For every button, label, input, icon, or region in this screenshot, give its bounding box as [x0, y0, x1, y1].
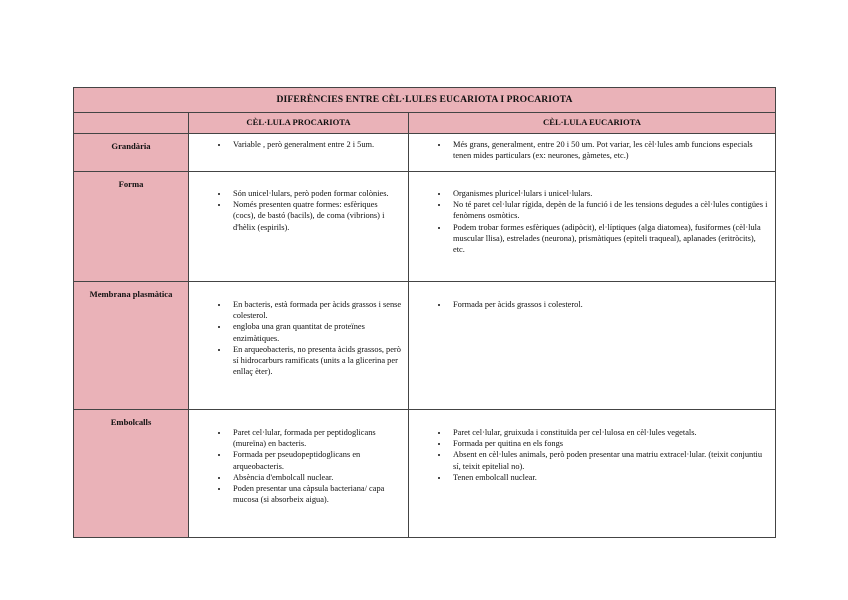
list-item: • Formada per quitina en els fongs	[449, 438, 769, 449]
list-item: • No té paret cel·lular rígida, depèn de la funció i de les tensions degudes a cèl·lules contigües i fenòmens osmòtics.	[449, 199, 769, 221]
list-item: • Paret cel·lular, formada per peptidoglicans (mureïna) en bacteris.	[229, 427, 402, 449]
column-header-eucariota: CÈL·LULA EUCARIOTA	[409, 113, 776, 134]
table-row	[74, 410, 776, 538]
list-item: • Són unicel·lulars, però poden formar colònies.	[229, 188, 402, 199]
cell-procariota-forma	[189, 172, 409, 282]
cell-eucariota-membrana	[409, 282, 776, 410]
cell-procariota-membrana	[189, 282, 409, 410]
list-item: • En arqueobacteris, no presenta àcids grassos, però sí hidrocarburs ramificats (units a la glicerina per enllaç èter).	[229, 344, 402, 378]
list-item: • En bacteris, està formada per àcids grassos i sense colesterol.	[229, 299, 402, 321]
cell-eucariota-embolcalls	[409, 410, 776, 538]
row-label-embolcalls: Embolcalls	[74, 410, 189, 538]
row-label-grandaria: Grandària	[74, 134, 189, 172]
column-header-procariota: CÈL·LULA PROCARIOTA	[189, 113, 409, 134]
table-row	[74, 134, 776, 172]
list-item: • Tenen embolcall nuclear.	[449, 472, 769, 483]
cell-eucariota-forma	[409, 172, 776, 282]
list-item: • engloba una gran quantitat de proteïnes enzimàtiques.	[229, 321, 402, 343]
corner-cell	[74, 113, 189, 134]
cell-procariota-grandaria	[189, 134, 409, 172]
list-item: • Podem trobar formes esfèriques (adipòcit), el·líptiques (alga diatomea), fusiformes (cèl·lula muscular llisa), estrelades (neurona), prismàtiques (epiteli traqueal), aplanades (eritròcits), etc.	[449, 222, 769, 256]
row-label-membrana: Membrana plasmàtica	[74, 282, 189, 410]
list-item: • Poden presentar una càpsula bacteriana/ capa mucosa (si absorbeix aigua).	[229, 483, 402, 505]
list-item: • Formada per pseudopeptidoglicans en arqueobacteris.	[229, 449, 402, 471]
cell-procariota-embolcalls	[189, 410, 409, 538]
list-item: • Només presenten quatre formes: esfèriques (cocs), de bastó (bacils), de coma (vibrions) i d'hèlix (espirils).	[229, 199, 402, 233]
list-item: • Absència d'embolcall nuclear.	[229, 472, 402, 483]
comparison-table	[73, 87, 776, 538]
list-item: • Formada per àcids grassos i colesterol.	[449, 299, 769, 310]
list-item: • Variable , però generalment entre 2 i 5um.	[229, 139, 402, 150]
table-title: DIFERÈNCIES ENTRE CÈL·LULES EUCARIOTA I PROCARIOTA	[74, 88, 776, 113]
list-item: • Absent en cèl·lules animals, però poden presentar una matriu extracel·lular. (teixit conjuntiu sí, teixit epitelial no).	[449, 449, 769, 471]
table-row	[74, 282, 776, 410]
list-item: • Paret cel·lular, gruixuda i constituïda per cel·lulosa en cèl·lules vegetals.	[449, 427, 769, 438]
cell-eucariota-grandaria	[409, 134, 776, 172]
row-label-forma: Forma	[74, 172, 189, 282]
list-item: • Més grans, generalment, entre 20 i 50 um. Pot variar, les cèl·lules amb funcions especials tenen mides particulars (ex: neurones, gàmetes, etc.)	[449, 139, 769, 161]
table-row	[74, 172, 776, 282]
list-item: • Organismes pluricel·lulars i unicel·lulars.	[449, 188, 769, 199]
